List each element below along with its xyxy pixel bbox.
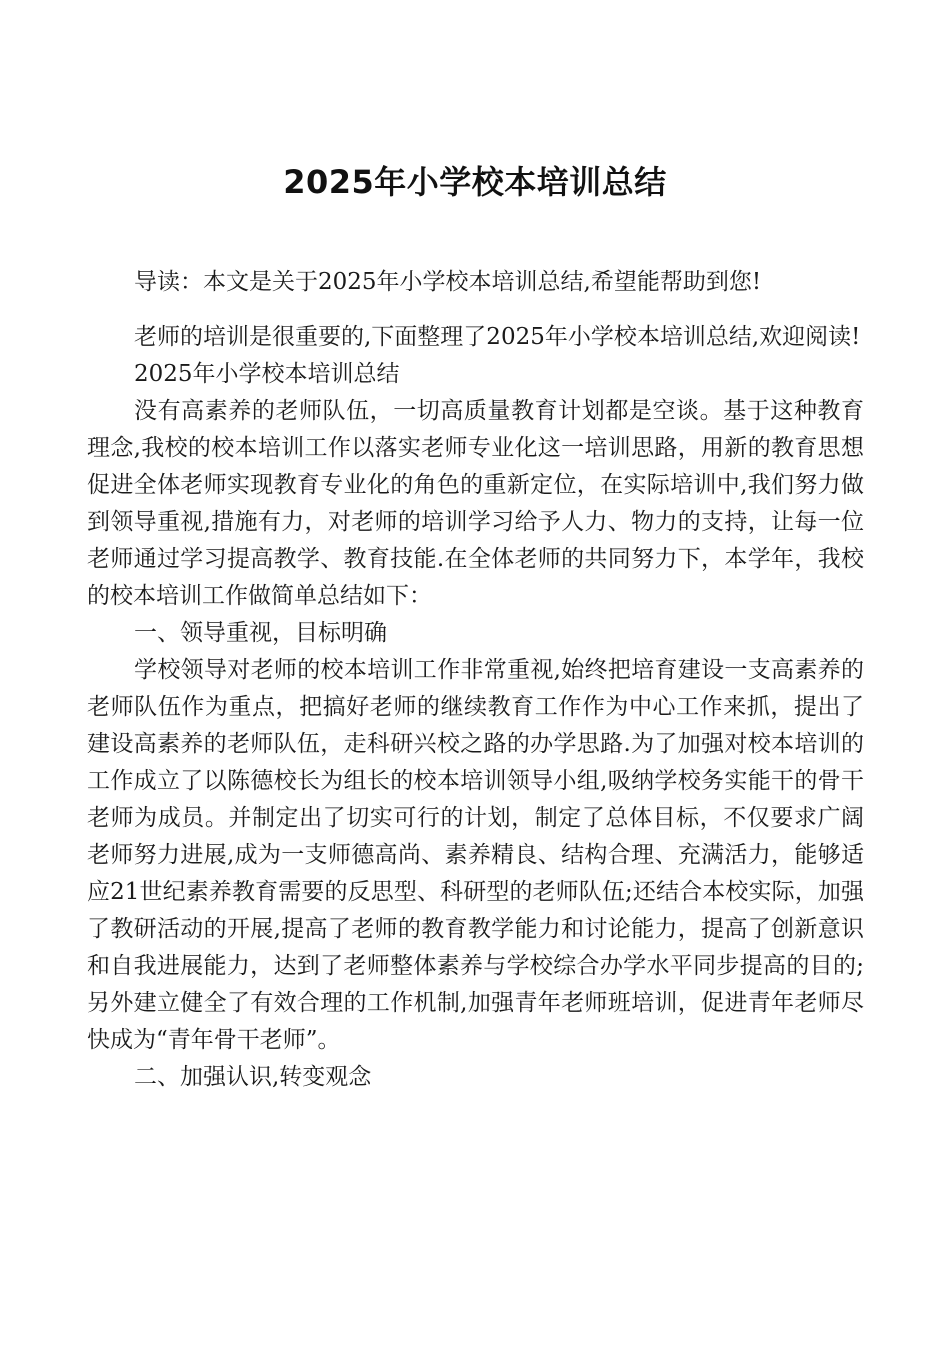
body-paragraph: 学校领导对老师的校本培训工作非常重视,始终把培育建设一支高素养的老师队伍作为重点，把搞好老师的继续教育工作作为中心工作来抓，提出了建设高素养的老师队伍，走科研兴校之路的办学思路.为了加强对校本培训的工作成立了以陈德校长为组长的校本培训领导小组,吸纳学校务实能干的骨干老师为成员。并制定出了切实可行的计划，制定了总体目标，不仅要求广阔老师努力进展,成为一支师德高尚、素养精良、结构合理、充满活力，能够适应21世纪素养教育需要的反思型、科研型的老师队伍;还结合本校实际，加强了教研活动的开展,提高了老师的教育教学能力和讨论能力，提高了创新意识和自我进展能力，达到了老师整体素养与学校综合办学水平同步提高的目的;另外建立健全了有效合理的工作机制,加强青年老师班培训，促进青年老师尽快成为“青年骨干老师”。 bbox=[87, 657, 864, 1053]
document-body bbox=[87, 264, 864, 1096]
preface-paragraph: 老师的培训是很重要的,下面整理了2025年小学校本培训总结,欢迎阅读! bbox=[134, 324, 861, 350]
section-heading: 一、领导重视，目标明确 bbox=[134, 620, 387, 646]
intro-paragraph: 导读：本文是关于2025年小学校本培训总结,希望能帮助到您! bbox=[134, 269, 762, 295]
body-paragraph: 没有高素养的老师队伍，一切高质量教育计划都是空谈。基于这种教育理念,我校的校本培训工作以落实老师专业化这一培训思路，用新的教育思想促进全体老师实现教育专业化的角色的重新定位，在实际培训中,我们努力做到领导重视,措施有力，对老师的培训学习给予人力、物力的支持，让每一位老师通过学习提高教学、教育技能.在全体老师的共同努力下，本学年，我校的校本培训工作做简单总结如下： bbox=[87, 398, 864, 609]
document-title: 2025年小学校本培训总结 bbox=[283, 163, 667, 201]
section-heading: 2025年小学校本培训总结 bbox=[134, 361, 400, 387]
section-heading: 二、加强认识,转变观念 bbox=[134, 1064, 372, 1090]
